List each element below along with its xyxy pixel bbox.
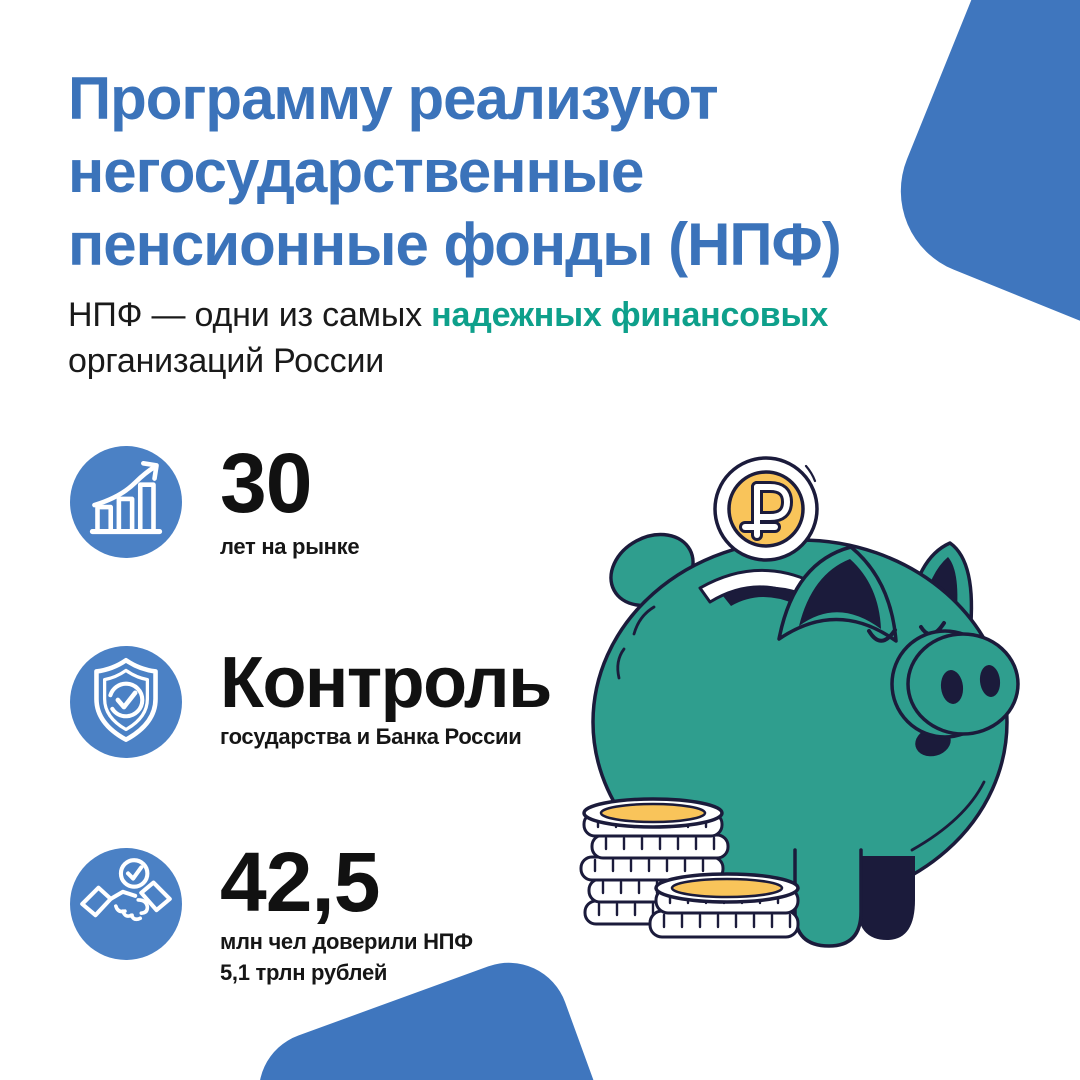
title-line-2: негосударственные [68, 138, 644, 205]
coin-stack-tall [581, 799, 728, 924]
stat-label-trust-line-2: 5,1 трлн рублей [220, 960, 388, 985]
pig-snout [892, 631, 1018, 737]
ruble-sign [745, 487, 787, 535]
page-title [68, 62, 841, 281]
title-line-3: пенсионные фонды (НПФ) [68, 211, 841, 278]
subtitle [68, 292, 828, 384]
stat-label-years: лет на рынке [220, 534, 360, 559]
pig-body-contours [618, 607, 984, 850]
stat-value-trust: 42,5 [220, 835, 380, 929]
pig-far-ear [599, 521, 706, 620]
stat-label-control: государства и Банка России [220, 724, 522, 749]
subtitle-line-1 [68, 292, 828, 338]
pig-mouth-shadow [912, 724, 954, 760]
subtitle-line-2: организаций России [68, 342, 385, 380]
stat-label-trust-line-1: млн чел доверили НПФ [220, 929, 473, 954]
pig-left-ear [779, 547, 896, 641]
decor-shape-top-right [875, 0, 1080, 399]
coin-slot [700, 570, 812, 606]
pig-rear-leg [857, 856, 915, 940]
pig-right-ear [908, 543, 971, 634]
handshake-check-icon [70, 848, 182, 960]
stat-value-control: Контроль [220, 643, 551, 723]
subtitle-highlight: надежных финансовых [431, 296, 829, 334]
stat-icon-circle-trust [70, 848, 182, 960]
shield-check-icon [70, 646, 182, 758]
subtitle-prefix: НПФ — одни из самых [68, 296, 432, 334]
stat-icon-circle-years [70, 446, 182, 558]
pig-eyes [869, 623, 944, 641]
pig-front-leg [795, 850, 861, 946]
ruble-coin [715, 458, 817, 560]
stat-label-trust [220, 926, 473, 988]
stat-icon-circle-control [70, 646, 182, 758]
title-line-1: Программу реализуют [68, 65, 718, 132]
stat-value-years: 30 [220, 436, 312, 530]
pig-body [593, 540, 1007, 904]
coin-stack-front [650, 874, 798, 937]
growth-chart-icon [70, 446, 182, 558]
